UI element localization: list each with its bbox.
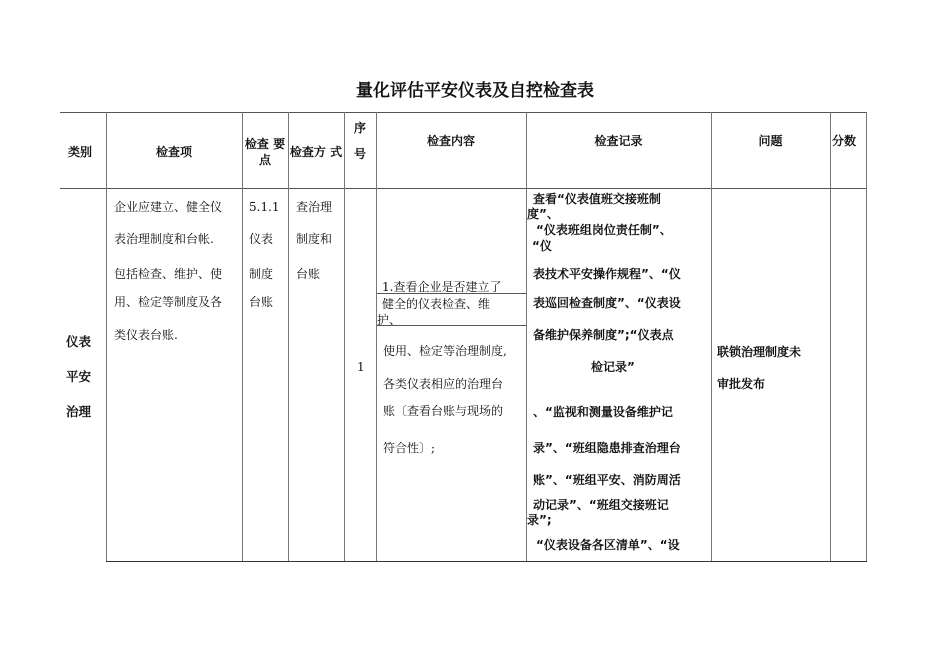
header-record: 检查记录 [594,134,643,148]
page-title: 量化评估平安仪表及自控检查表 [356,81,594,101]
header-method: 检查方 式 [289,145,343,159]
header-seq: 序 号 [353,121,366,161]
header-issue: 问题 [758,134,783,148]
header-category: 类别 [67,145,92,159]
category-cell: 仪表 平安 治理 [66,334,92,419]
header-content: 检查内容 [426,134,475,148]
header-score: 分数 [832,134,857,148]
header-point: 检查 要 点 [244,137,286,167]
seq-number: 1 [357,360,365,374]
header-item: 检查项 [155,145,192,159]
